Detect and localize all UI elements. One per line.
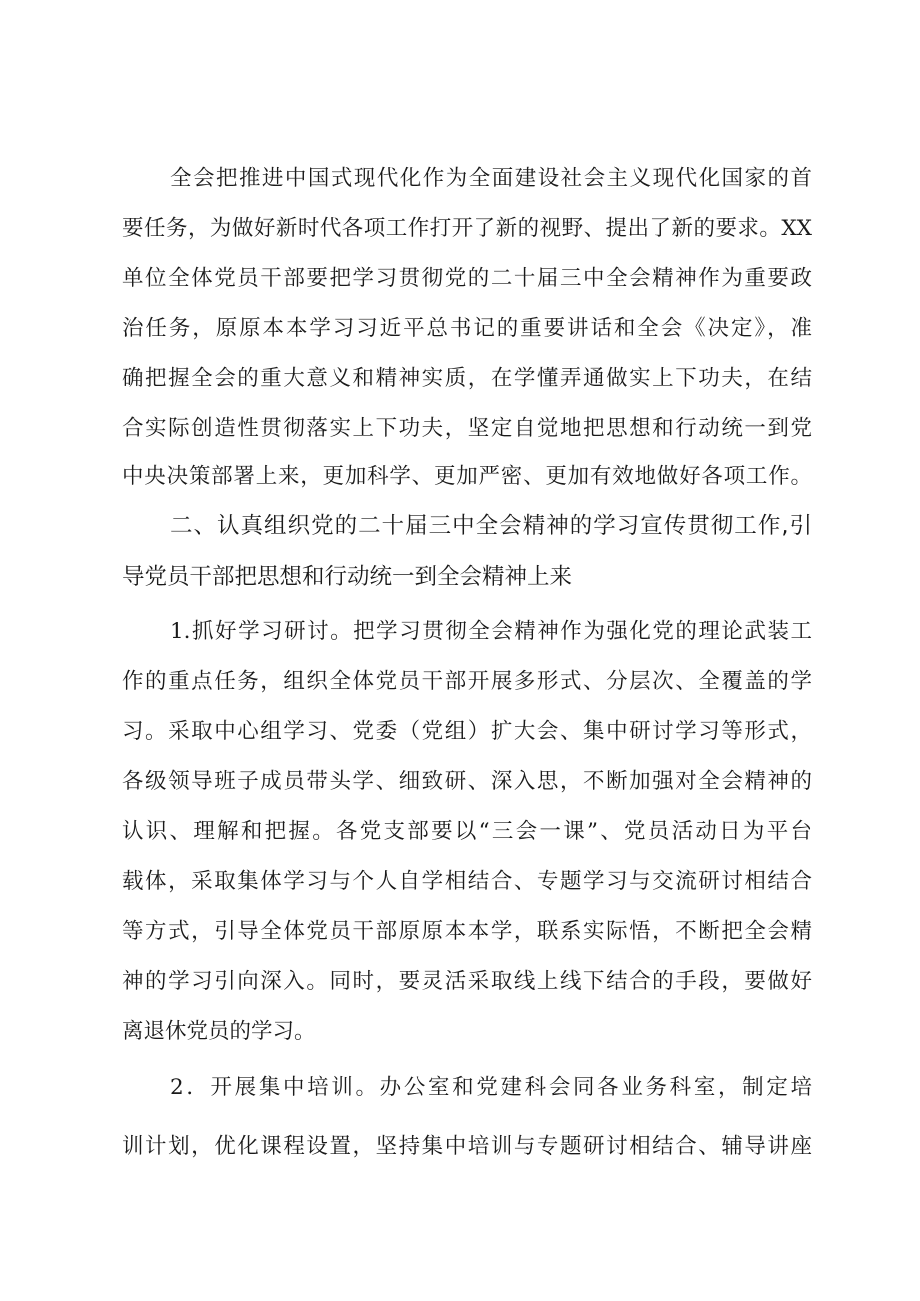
- paragraph-line: 治任务，原原本本学习习近平总书记的重要讲话和全会《决定》，准: [122, 316, 812, 341]
- paragraph-line: 中央决策部署上来，更加科学、更加严密、更加有效地做好各项工作。: [122, 464, 812, 489]
- paragraph-line: 训计划，优化课程设置，坚持集中培训与专题研讨相结合、辅导讲座: [122, 1134, 812, 1159]
- paragraph-line: 全会把推进中国式现代化作为全面建设社会主义现代化国家的首: [170, 166, 812, 191]
- paragraph-line: 各级领导班子成员带头学、细致研、深入思，不断加强对全会精神的: [122, 769, 812, 794]
- paragraph-line: 单位全体党员干部要把学习贯彻党的二十届三中全会精神作为重要政: [122, 266, 812, 291]
- paragraph-line: 神的学习引向深入。同时，要灵活采取线上线下结合的手段，要做好: [122, 969, 812, 994]
- paragraph-line: 确把握全会的重大意义和精神实质，在学懂弄通做实上下功夫，在结: [122, 366, 812, 391]
- paragraph-line: 习。采取中心组学习、党委（党组）扩大会、集中研讨学习等形式，: [122, 719, 812, 744]
- section-heading: 导党员干部把思想和行动统一到全会精神上来: [122, 564, 573, 590]
- paragraph-line: 合实际创造性贯彻落实上下功夫，坚定自觉地把思想和行动统一到党: [122, 416, 812, 441]
- paragraph-line: 作的重点任务，组织全体党员干部开展多形式、分层次、全覆盖的学: [122, 669, 812, 694]
- paragraph-line: 2．开展集中培训。办公室和党建科会同各业务科室，制定培: [170, 1075, 812, 1100]
- paragraph-line: 等方式，引导全体党员干部原原本本学，联系实际悟，不断把全会精: [122, 919, 812, 944]
- section-heading: 二、认真组织党的二十届三中全会精神的学习宣传贯彻工作,引: [170, 513, 812, 539]
- paragraph-line: 1.抓好学习研讨。把学习贯彻全会精神作为强化党的理论武装工: [170, 619, 812, 644]
- paragraph-line: 载体，采取集体学习与个人自学相结合、专题学习与交流研讨相结合: [122, 869, 812, 894]
- paragraph-line: 离退休党员的学习。: [122, 1019, 316, 1044]
- paragraph-line: 要任务，为做好新时代各项工作打开了新的视野、提出了新的要求。XX: [122, 216, 812, 241]
- paragraph-line: 认识、理解和把握。各党支部要以“三会一课”、党员活动日为平台: [122, 819, 812, 844]
